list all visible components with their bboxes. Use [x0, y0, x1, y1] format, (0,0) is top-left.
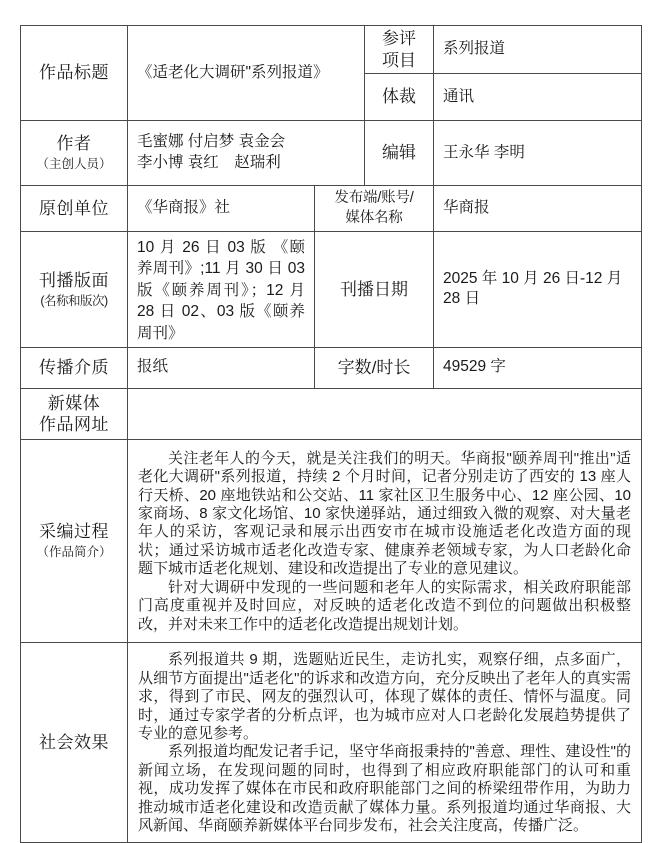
social-effect-paragraph-2: 系列报道均配发记者手记，坚守华商报秉持的"善意、理性、建设性"的新闻立场，在发现问题的同时，也得到了相应政府职能部门的认可和重视，成功发挥了媒体在市民和政府职能部门之间的桥梁纽带作用，为助力推动城市适老化建设和改造贡献了媒体力量。系列报道均通过华商报、大风新闻、华商颐养新媒体平台同步发布，社会关注度高，传播广泛。: [138, 743, 632, 834]
field-label-editor: 编辑: [365, 121, 434, 186]
authors-sublabel: （主创人员）: [36, 157, 112, 172]
field-value-publication-layout: 10 月 26 日 03 版 《颐养周刊》;11 月 30 日 03 版《颐养周刊》；12 月 28 日 02、03 版《颐养周刊》: [128, 232, 315, 348]
row-social-effect: [21, 642, 642, 842]
field-value-work-title: 《适老化大调研"系列报道》: [128, 26, 365, 121]
row-editorial-process: [21, 439, 642, 642]
authors-line2: 李小博 袁红 赵瑞利: [137, 154, 281, 171]
editorial-process-paragraph-1: 关注老年人的今天，就是关注我们的明天。华商报"颐养周刊"推出"适老化大调研"系列报道，持续 2 个月时间，记者分别走访了西安的 13 座人行天桥、20 座地铁站和公交站、11 家社区卫生服务中心、12 座公园、10 家商场、8 家文化场馆、10 家快递驿站，通过细致入微的观察、对大量老年人的采访，客观记录和展示出西安市在城市设施适老化改造方面的现状；通过采访城市适老化改造专家、健康养老领域专家，为人口老龄化命题下城市适老化规划、建设和改造提出了专业的意见建议。: [138, 449, 632, 578]
social-effect-paragraph-1: 系列报道共 9 期，选题贴近民生，走访扎实，观察仔细，点多面广，从细节方面提出"适老化"的诉求和改造方向，充分反映出了老年人的真实需求，得到了市民、网友的强烈认可，体现了媒体的责任、情怀与温度。同时，通过专家学者的分析点评，也为城市应对人口老龄化发展趋势提供了专业的意见参考。: [138, 651, 632, 742]
field-value-authors: [128, 121, 365, 186]
field-value-social-effect: [128, 642, 642, 842]
row-work-title: [21, 26, 642, 74]
editorial-process-paragraph-2: 针对大调研中发现的一些问题和老年人的实际需求，相关政府职能部门高度重视并及时回应，对反映的适老化改造不到位的问题做出积极整改，并对未来工作中的适老化改造提出规划计划。: [138, 578, 632, 633]
field-label-entry-category: [365, 26, 434, 74]
row-new-media-url: [21, 388, 642, 439]
authors-label: 作者: [56, 134, 92, 154]
field-value-new-media-url: [128, 388, 642, 439]
editorial-process-label: 采编过程: [39, 521, 109, 541]
field-label-editorial-process: [21, 439, 128, 642]
field-value-original-unit: 《华商报》社: [128, 186, 315, 232]
field-label-authors: [21, 121, 128, 186]
entry-category-label-line2: 项目: [382, 50, 417, 70]
field-label-medium: 传播介质: [21, 347, 128, 388]
field-value-genre: 通讯: [434, 74, 642, 121]
field-label-new-media-url: [21, 388, 128, 439]
entry-category-label-line1: 参评: [382, 29, 417, 49]
field-value-editorial-process: [128, 439, 642, 642]
field-label-original-unit: 原创单位: [21, 186, 128, 232]
field-label-social-effect: 社会效果: [21, 642, 128, 842]
field-value-editor: 王永华 李明: [434, 121, 642, 186]
field-value-word-count: 49529 字: [434, 347, 642, 388]
field-label-work-title: 作品标题: [21, 26, 128, 121]
field-value-medium: 报纸: [128, 347, 315, 388]
authors-line1: 毛蜜娜 付启梦 袁金会: [137, 133, 286, 151]
field-value-entry-category: 系列报道: [434, 26, 642, 74]
field-label-publication-date: 刊播日期: [315, 232, 434, 348]
field-label-publish-platform: [315, 186, 434, 232]
publish-platform-label-line1: 发布端/账号/: [334, 189, 414, 206]
field-label-word-count: 字数/时长: [315, 347, 434, 388]
publication-layout-sublabel: (名称和版次): [40, 293, 108, 308]
row-publication-layout: [21, 232, 642, 348]
publication-layout-label: 刊播版面: [39, 270, 109, 290]
row-authors: [21, 121, 642, 186]
row-original-unit: [21, 186, 642, 232]
field-value-publication-date: 2025 年 10 月 26 日-12 月 28 日: [434, 232, 642, 348]
row-medium: [21, 347, 642, 388]
field-label-publication-layout: [21, 232, 128, 348]
new-media-url-label-line1: 新媒体: [47, 393, 101, 413]
field-value-publish-platform: 华商报: [434, 186, 642, 232]
new-media-url-label-line2: 作品网址: [39, 414, 109, 434]
field-label-genre: 体裁: [365, 74, 434, 121]
editorial-process-sublabel: （作品简介）: [36, 545, 112, 560]
publish-platform-label-line2: 媒体名称: [345, 209, 403, 226]
entry-form-table: [20, 25, 642, 843]
